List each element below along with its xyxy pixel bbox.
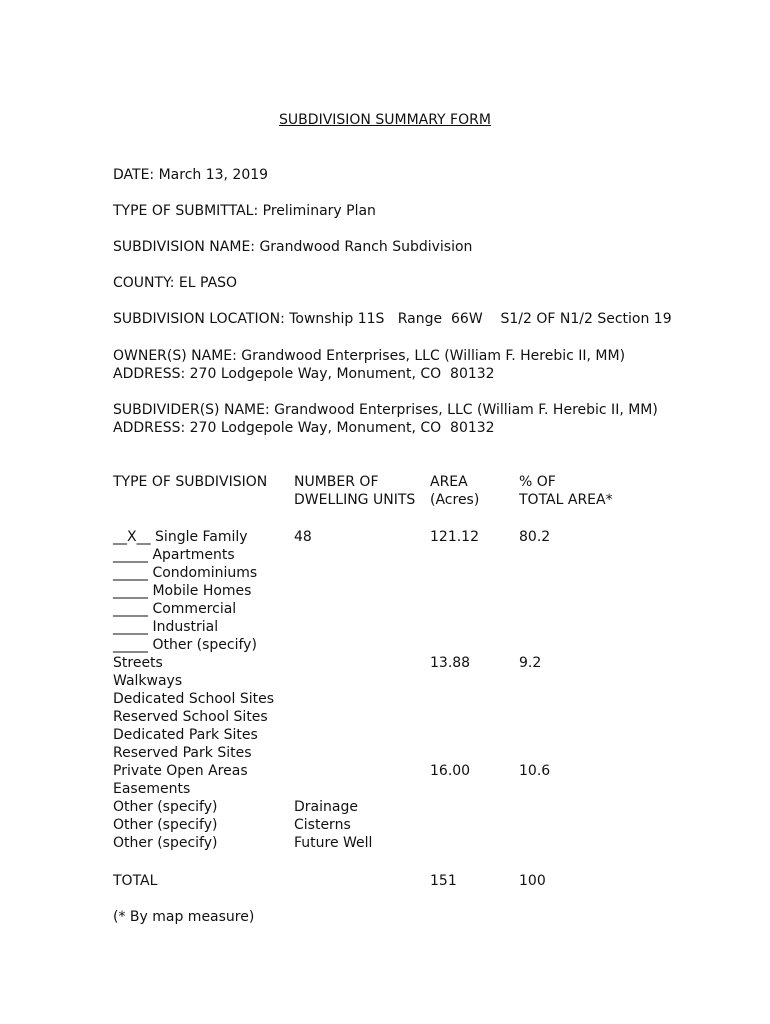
row-type: _____ Apartments [113,547,235,563]
owner-address-field: ADDRESS: 270 Lodgepole Way, Monument, CO 80132 [113,366,495,382]
row-units: Future Well [294,835,373,851]
total-row [0,872,770,890]
row-type: Reserved Park Sites [113,745,252,761]
row-pct: 10.6 [519,763,551,779]
table-row [0,726,770,744]
row-area: 121.12 [430,529,479,545]
row-type: _____ Condominiums [113,565,258,581]
table-row [0,798,770,816]
location-field: SUBDIVISION LOCATION: Township 11S Range 66W S1/2 OF N1/2 Section 19 [113,311,672,327]
county-field: COUNTY: EL PASO [113,275,238,291]
owner-name-field: OWNER(S) NAME: Grandwood Enterprises, LLC (William F. Herebic II, MM) [113,348,626,364]
footnote: (* By map measure) [113,909,255,925]
total-label: TOTAL [113,873,158,889]
table-row [0,780,770,798]
header-pct-line1: % OF [519,474,556,490]
row-type: Dedicated School Sites [113,691,274,707]
date-field: DATE: March 13, 2019 [113,167,269,183]
subdivision-name-field: SUBDIVISION NAME: Grandwood Ranch Subdivision [113,239,473,255]
row-area: 13.88 [430,655,471,671]
table-row [0,600,770,618]
row-type: Other (specify) [113,835,218,851]
row-pct: 80.2 [519,529,551,545]
header-type: TYPE OF SUBDIVISION [113,474,268,490]
header-units-line2: DWELLING UNITS [294,492,416,508]
subdivider-address-field: ADDRESS: 270 Lodgepole Way, Monument, CO 80132 [113,420,495,436]
header-pct-line2: TOTAL AREA* [519,492,613,508]
header-area-line2: (Acres) [430,492,480,508]
table-row [0,636,770,654]
row-type: Private Open Areas [113,763,248,779]
row-type: Walkways [113,673,183,689]
row-type: Easements [113,781,191,797]
table-row [0,762,770,780]
row-type: Other (specify) [113,817,218,833]
table-row [0,672,770,690]
row-units: Cisterns [294,817,351,833]
total-area: 151 [430,873,457,889]
table-row [0,708,770,726]
row-type: _____ Other (specify) [113,637,257,653]
row-pct: 9.2 [519,655,542,671]
header-units-line1: NUMBER OF [294,474,379,490]
table-row [0,618,770,636]
table-row [0,834,770,852]
table-row [0,582,770,600]
row-type: Reserved School Sites [113,709,268,725]
row-units: Drainage [294,799,358,815]
row-type: __X__ Single Family [113,529,248,545]
row-type: _____ Industrial [113,619,219,635]
table-row [0,528,770,546]
row-type: Streets [113,655,163,671]
table-row [0,546,770,564]
table-row [0,654,770,672]
row-type: _____ Mobile Homes [113,583,252,599]
table-row [0,564,770,582]
row-type: Dedicated Park Sites [113,727,258,743]
header-area-line1: AREA [430,474,468,490]
row-type: _____ Commercial [113,601,237,617]
total-pct: 100 [519,873,546,889]
submittal-type-field: TYPE OF SUBMITTAL: Preliminary Plan [113,203,376,219]
row-units: 48 [294,529,312,545]
table-row [0,816,770,834]
table-row [0,690,770,708]
form-title: SUBDIVISION SUMMARY FORM [279,112,491,128]
subdivider-name-field: SUBDIVIDER(S) NAME: Grandwood Enterprises, LLC (William F. Herebic II, MM) [113,402,658,418]
row-type: Other (specify) [113,799,218,815]
table-row [0,744,770,762]
row-area: 16.00 [430,763,471,779]
